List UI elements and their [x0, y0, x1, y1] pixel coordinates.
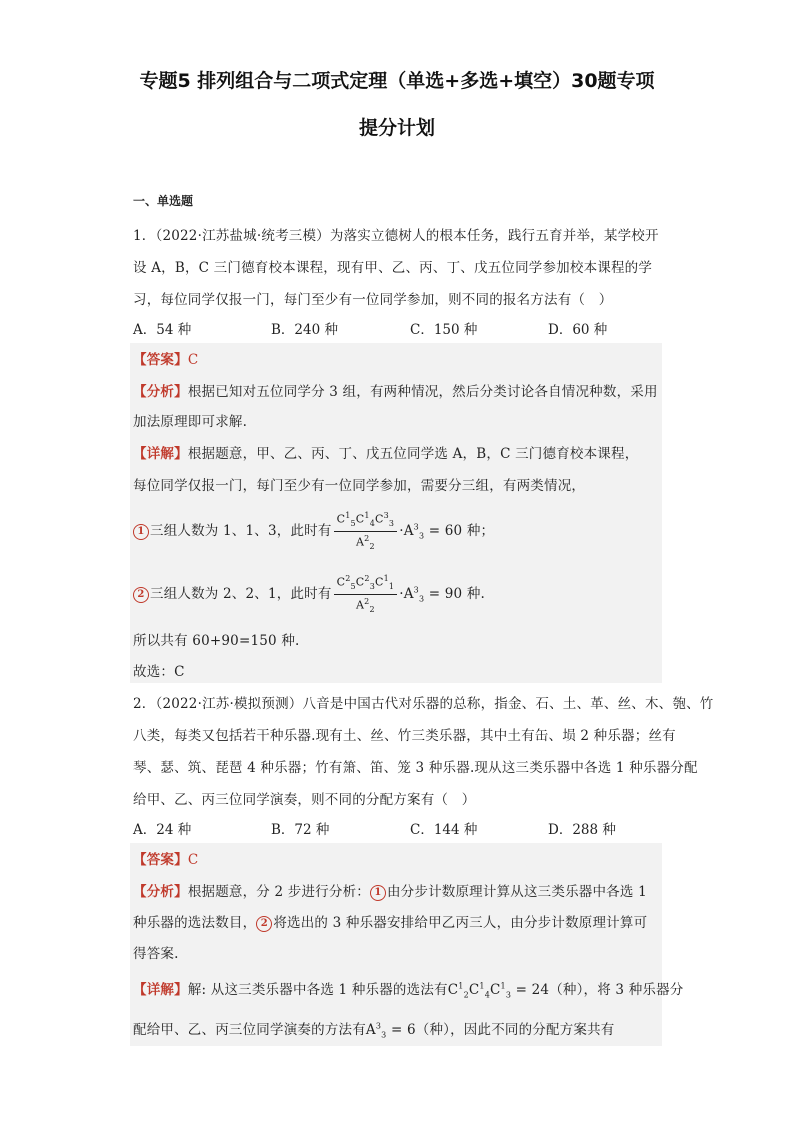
formula-arrangement: $A^3_3$ — [365, 1021, 387, 1040]
detail-text: = 24（种），将 3 种乐器分 — [515, 982, 684, 998]
analysis-text: 根据题意，分 2 步进行分析： — [187, 884, 370, 900]
q1-case-1 — [133, 509, 494, 554]
analysis-text: 将选出的 3 种乐器安排给甲乙丙三人，由分步计数原理计算可 — [273, 915, 648, 931]
q2-detail — [133, 978, 684, 1000]
detail-text: 解: 从这三类乐器中各选 1 种乐器的选法有 — [187, 982, 448, 998]
answer-value: C — [187, 352, 199, 368]
case-result: = 90 种. — [428, 585, 486, 602]
case-text: 三组人数为 1、1、3，此时有 — [150, 522, 332, 539]
answer-tag: 【答案】 — [133, 852, 188, 868]
q2-detail-cont — [133, 1018, 615, 1040]
q1-option-d: D．60 种 — [548, 322, 608, 338]
analysis-text: 种乐器的选法数目， — [133, 915, 257, 931]
q2-answer-box — [130, 843, 662, 1046]
analysis-text: 由分步计数原理计算从这三类乐器中各选 1 — [386, 884, 647, 900]
analysis-text: 根据已知对五位同学分 3 组，有两种情况，然后分类讨论各自情况种数，采用 — [187, 384, 658, 400]
q1-stem-line: 习，每位同学仅报一门，每门至少有一位同学参加，则不同的报名方法有（ ） — [133, 292, 613, 308]
q1-analysis — [133, 380, 658, 400]
answer-tag: 【答案】 — [133, 352, 188, 368]
detail-text: 根据题意，甲、乙、丙、丁、戊五位同学选 A，B，C 三门德育校本课程， — [187, 446, 639, 462]
q1-detail-cont: 每位同学仅报一门，每门至少有一位同学参加，需要分三组，有两类情况， — [133, 478, 586, 494]
formula-fraction: $\frac{C^1_5C^1_4C^3_3}{A^2_2}$ — [334, 509, 398, 554]
q2-analysis — [133, 880, 647, 901]
circled-number: 1 — [370, 885, 386, 901]
detail-text: 配给甲、乙、丙三位同学演奏的方法有 — [133, 1022, 366, 1038]
q2-stem-line: 2．（2022·江苏·模拟预测）八音是中国古代对乐器的总称，指金、石、土、革、丝、木、匏、竹 — [133, 696, 714, 712]
q2-analysis-end: 得答案. — [133, 946, 179, 962]
q2-answer — [133, 848, 198, 868]
detail-tag: 【详解】 — [133, 446, 188, 462]
formula-fraction: $\frac{C^2_5C^2_3C^1_1}{A^2_2}$ — [334, 572, 398, 617]
q1-stem-line: 1．（2022·江苏盐城·统考三模）为落实立德树人的根本任务，践行五育并举，某学校开 — [133, 228, 659, 244]
q2-analysis-cont — [133, 911, 647, 932]
circled-number: 2 — [133, 587, 149, 603]
detail-tag: 【详解】 — [133, 982, 188, 998]
case-text: 三组人数为 2、2、1，此时有 — [150, 585, 332, 602]
q2-stem-line: 琴、瑟、筑、琵琶 4 种乐器；竹有箫、笛、笼 3 种乐器.现从这三类乐器中各选 1 种乐器分配 — [133, 760, 698, 776]
q1-analysis-cont: 加法原理即可求解. — [133, 414, 248, 430]
q1-stem-line: 设 A，B，C 三门德育校本课程，现有甲、乙、丙、丁、戊五位同学参加校本课程的学 — [133, 260, 653, 276]
q1-answer — [133, 348, 198, 368]
q2-option-c: C．144 种 — [410, 822, 478, 838]
section-heading: 一、单选题 — [133, 194, 194, 208]
formula-combination: $C^1_2C^1_4C^1_3$ — [447, 981, 512, 1000]
page-title: 专题5 排列组合与二项式定理（单选+多选+填空）30题专项 — [139, 70, 655, 92]
q2-stem-line: 给甲、乙、丙三位同学演奏，则不同的分配方案有（ ） — [133, 792, 476, 808]
q1-option-b: B．240 种 — [271, 322, 338, 338]
q1-case-2 — [133, 572, 485, 617]
q1-option-c: C．150 种 — [410, 322, 478, 338]
q1-sum: 所以共有 60+90=150 种. — [133, 633, 300, 649]
answer-value: C — [187, 852, 199, 868]
formula-arrangement: $\cdot A^3_3$ — [399, 522, 425, 541]
detail-text: = 6（种），因此不同的分配方案共有 — [390, 1022, 615, 1038]
circled-number: 2 — [256, 916, 272, 932]
analysis-tag: 【分析】 — [133, 884, 188, 900]
formula-arrangement: $\cdot A^3_3$ — [399, 585, 425, 604]
circled-number: 1 — [133, 524, 149, 540]
analysis-tag: 【分析】 — [133, 384, 188, 400]
q2-option-a: A．24 种 — [133, 822, 192, 838]
q2-option-b: B．72 种 — [271, 822, 330, 838]
q1-option-a: A．54 种 — [133, 322, 192, 338]
q2-option-d: D．288 种 — [548, 822, 616, 838]
q2-stem-line: 八类，每类又包括若干种乐器.现有土、丝、竹三类乐器，其中土有缶、埙 2 种乐器；丝有 — [133, 728, 676, 744]
q1-choice: 故选：C — [133, 664, 185, 680]
case-result: = 60 种； — [428, 522, 495, 539]
q1-detail — [133, 442, 638, 462]
page-title-continued: 提分计划 — [358, 117, 435, 139]
